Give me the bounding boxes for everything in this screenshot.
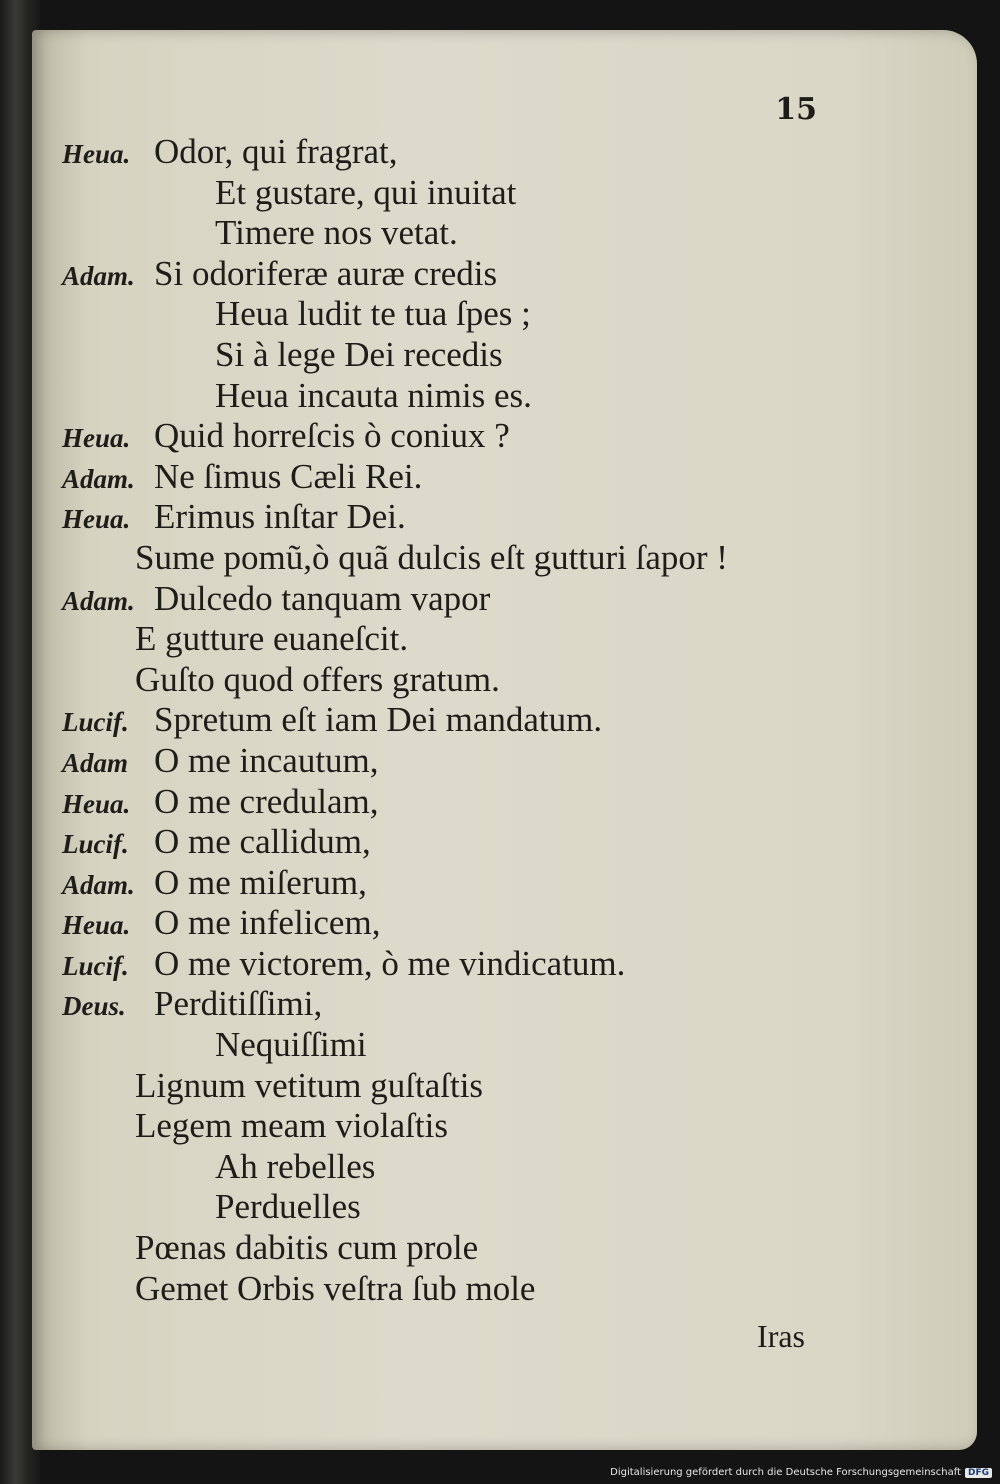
text-line [62,173,952,214]
text-line [62,944,952,985]
text-line [62,335,952,376]
verse-text: O me victorem, ò me vindicatum. [154,943,626,983]
text-line [62,903,952,944]
speaker-name: Adam. [62,585,135,616]
text-line [62,863,952,904]
verse-text: Quid horreſcis ò coniux ? [154,416,510,456]
verse-text: Perditiſſimi, [154,984,323,1024]
verse-text: Odor, qui fragrat, [154,132,398,171]
text-line [62,1066,952,1107]
book-page [32,30,977,1450]
verse-text: Gemet Orbis veſtra ſub mole [135,1268,536,1308]
verse-text: Heua ludit te tua ſpes ; [215,294,531,334]
verse-text: Lignum vetitum guſtaſtis [135,1065,484,1105]
verse-text: Pœnas dabitis cum prole [135,1228,479,1268]
text-line [62,660,952,701]
text-line [62,619,952,660]
verse-text: Spretum eſt iam Dei mandatum. [154,700,603,740]
verse-text: O me callidum, [154,822,371,862]
page-number: 15 [775,92,817,127]
dfg-logo: DFG [965,1468,992,1478]
speaker-name: Deus. [62,991,126,1022]
text-line [62,1228,952,1269]
digitization-credit [610,1467,992,1478]
speaker-name: Heua. [62,139,131,169]
text-line [62,416,952,457]
text-line [62,822,952,863]
speaker-name: Adam. [62,463,135,494]
verse-text: Nequiſſimi [215,1025,367,1065]
speaker-name: Adam [62,747,129,778]
text-line [62,984,952,1025]
verse-text: Timere nos vetat. [215,213,458,253]
verse-text: E gutture euaneſcit. [135,619,409,659]
verse-text: Perduelles [215,1187,361,1227]
verse-text: Dulcedo tanquam vapor [154,578,491,618]
speaker-name: Lucif. [62,950,129,981]
verse-text: Legem meam violaſtis [135,1106,448,1146]
verse-text: O me incautum, [154,740,379,780]
verse-text: Et gustare, qui inuitat [215,172,517,212]
speaker-name: Heua. [62,423,131,454]
verse-text: O me infelicem, [154,903,381,943]
text-line [62,376,952,417]
verse-text: Guſto quod offers gratum. [135,659,500,699]
text-line [62,741,952,782]
text-line [62,700,952,741]
credit-text: Digitalisierung gefördert durch die Deutsche Forschungsgemeinschaft [610,1467,961,1478]
verse-text: O me miſerum, [154,862,367,902]
text-line [62,497,952,538]
verse-text: Ne ſimus Cæli Rei. [154,456,423,496]
text-line [62,1025,952,1066]
speaker-name: Lucif. [62,707,129,738]
speaker-name: Lucif. [62,829,129,860]
text-line [62,294,952,335]
text-line [62,782,952,823]
speaker-name: Heua. [62,788,131,819]
text-line [62,132,952,173]
verse-text: Erimus inſtar Dei. [154,497,406,537]
text-line [62,254,952,295]
verse-text: Sume pomũ,ò quã dulcis eſt gutturi ſapor ! [135,537,728,577]
text-line [62,1269,952,1310]
catchword: Iras [757,1318,805,1354]
text-line [62,1106,952,1147]
text-line [62,1187,952,1228]
text-line [62,538,952,579]
verse-text: Ah rebelles [215,1146,376,1186]
text-line [62,579,952,620]
text-block [62,132,952,1309]
verse-text: Heua incauta nimis es. [215,375,532,415]
verse-text: Si à lege Dei recedis [215,334,503,374]
text-line [62,213,952,254]
speaker-name: Adam. [62,260,135,291]
speaker-name: Heua. [62,504,131,535]
speaker-name: Adam. [62,869,135,900]
speaker-name: Heua. [62,910,131,941]
text-line [62,1147,952,1188]
text-line [62,457,952,498]
verse-text: Si odoriferæ auræ credis [154,253,498,293]
verse-text: O me credulam, [154,781,379,821]
